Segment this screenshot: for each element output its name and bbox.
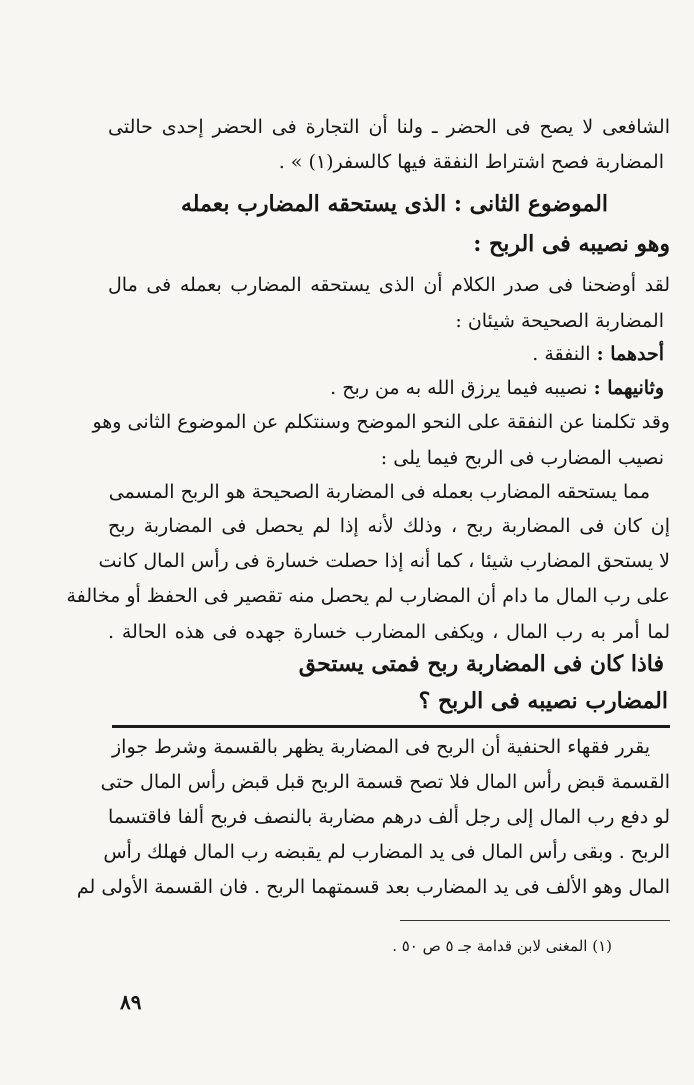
body-line: نصيب المضارب فى الربح فيما يلى : (380, 447, 664, 469)
body-line: لما أمر به رب المال ، ويكفى المضارب خسارة جهده فى هذه الحالة . (108, 621, 670, 643)
footnote-divider (400, 920, 670, 921)
body-line: على رب المال ما دام أن المضارب لم يحصل منه تقصير فى الحفظ أو مخالفة (66, 585, 670, 607)
list-item (330, 374, 664, 402)
body-line: لا يستحق المضارب شيئا ، كما أنه إذا حصلت خسارة فى رأس المال كانت (98, 550, 670, 572)
page-number: ٨٩ (120, 990, 142, 1014)
body-line: المضاربة الصحيحة شيئان : (455, 310, 664, 332)
body-line: المضاربة فصح اشتراط النفقة فيها كالسفر(١) » . (278, 151, 664, 173)
body-line: الشافعى لا يصح فى الحضر ـ ولنا أن التجارة فى الحضر إحدى حالتى (108, 116, 670, 138)
body-line: القسمة قبض رأس المال فلا تصح قسمة الربح قبل قبض رأس المال حتى (100, 771, 670, 793)
section-heading: الموضوع الثانى : الذى يستحقه المضارب بعمله (180, 191, 608, 217)
body-line: الربح . وبقى رأس المال فى يد المضارب لم يقبضه رب المال فهلك رأس (103, 841, 670, 863)
item-text: النفقة . (532, 343, 591, 365)
item-text: نصيبه فيما يرزق الله به من ربح . (330, 377, 588, 399)
section-heading: وهو نصيبه فى الربح : (473, 231, 670, 257)
list-item (532, 340, 664, 368)
section-heading: فاذا كان فى المضاربة ربح فمتى يستحق (298, 651, 664, 677)
body-line: مما يستحقه المضارب بعمله فى المضاربة الصحيحة هو الربح المسمى (108, 481, 650, 503)
body-line: لو دفع رب المال إلى رجل ألف درهم مضاربة بالنصف فربح ألفا فاقتسما (108, 806, 670, 828)
section-divider (112, 725, 670, 728)
section-heading: المضارب نصيبه فى الربح ؟ (418, 688, 668, 714)
body-line: وقد تكلمنا عن النفقة على النحو الموضح وسنتكلم عن الموضوع الثانى وهو (92, 411, 670, 433)
body-line: يقرر فقهاء الحنفية أن الربح فى المضاربة يظهر بالقسمة وشرط جواز (112, 736, 650, 758)
body-line: لقد أوضحنا فى صدر الكلام أن الذى يستحقه المضارب بعمله فى مال (108, 274, 670, 296)
footnote: (١) المغنى لابن قدامة جـ ٥ ص ٥٠ . (392, 937, 612, 955)
body-line: إن كان فى المضاربة ربح ، وذلك لأنه إذا لم يحصل فى المضاربة ربح (108, 515, 670, 537)
item-label: وثانيهما : (593, 377, 664, 399)
body-line: المال وهو الألف فى يد المضارب بعد قسمتهما الربح . فان القسمة الأولى لم (76, 876, 670, 898)
item-label: أحدهما : (596, 343, 664, 365)
